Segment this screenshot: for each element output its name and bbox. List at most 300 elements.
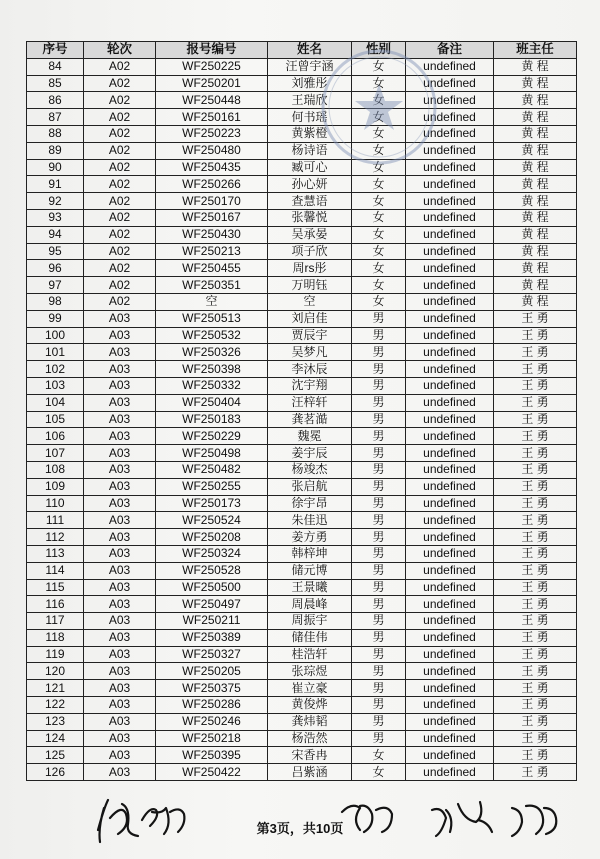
cell-registration-number: WF250497 [156,596,268,613]
page-total: 10 [315,821,331,836]
cell-registration-number: WF250229 [156,428,268,445]
cell-head-teacher: 王 勇 [494,428,577,445]
cell-name: 杨竣杰 [268,461,352,478]
table-row [27,193,577,210]
cell-registration-number: WF250389 [156,629,268,646]
table-row [27,529,577,546]
cell-serial: 111 [27,512,84,529]
cell-serial: 102 [27,361,84,378]
cell-remark: undefined [406,92,494,109]
cell-round: A03 [84,596,156,613]
cell-registration-number: WF250167 [156,209,268,226]
cell-gender: 女 [352,75,406,92]
cell-registration-number: WF250395 [156,747,268,764]
cell-name: 王瑞欣 [268,92,352,109]
cell-remark: undefined [406,512,494,529]
cell-head-teacher: 王 勇 [494,310,577,327]
cell-serial: 118 [27,629,84,646]
cell-name: 朱佳迅 [268,512,352,529]
cell-remark: undefined [406,596,494,613]
cell-registration-number: WF250205 [156,663,268,680]
header-round: 轮次 [84,42,156,59]
table-body [27,58,577,780]
cell-registration-number: WF250223 [156,125,268,142]
cell-gender: 女 [352,125,406,142]
cell-remark: undefined [406,260,494,277]
cell-remark: undefined [406,747,494,764]
cell-registration-number: WF250480 [156,142,268,159]
cell-remark: undefined [406,226,494,243]
cell-serial: 104 [27,394,84,411]
cell-gender: 男 [352,529,406,546]
cell-registration-number: WF250500 [156,579,268,596]
cell-gender: 女 [352,293,406,310]
cell-registration-number: WF250326 [156,344,268,361]
table-header-row [27,42,577,59]
cell-serial: 106 [27,428,84,445]
cell-serial: 119 [27,646,84,663]
cell-remark: undefined [406,75,494,92]
cell-gender: 男 [352,629,406,646]
cell-remark: undefined [406,428,494,445]
cell-head-teacher: 王 勇 [494,646,577,663]
cell-gender: 男 [352,411,406,428]
cell-registration-number: WF250173 [156,495,268,512]
header-head-teacher: 班主任 [494,42,577,59]
cell-gender: 女 [352,176,406,193]
cell-head-teacher: 王 勇 [494,596,577,613]
cell-serial: 124 [27,730,84,747]
cell-head-teacher: 王 勇 [494,461,577,478]
cell-round: A03 [84,764,156,781]
cell-remark: undefined [406,445,494,462]
cell-name: 刘雅彤 [268,75,352,92]
cell-registration-number: WF250286 [156,697,268,714]
cell-registration-number: WF250435 [156,159,268,176]
table-row [27,344,577,361]
cell-remark: undefined [406,176,494,193]
cell-round: A03 [84,730,156,747]
page-prefix: 第 [256,821,270,836]
table-row [27,310,577,327]
cell-gender: 女 [352,260,406,277]
cell-name: 龚茗澔 [268,411,352,428]
table-row [27,730,577,747]
cell-serial: 100 [27,327,84,344]
cell-head-teacher: 王 勇 [494,730,577,747]
cell-gender: 男 [352,428,406,445]
cell-name: 汪曾宇涵 [268,58,352,75]
cell-head-teacher: 王 勇 [494,713,577,730]
cell-remark: undefined [406,310,494,327]
cell-registration-number: WF250455 [156,260,268,277]
cell-gender: 男 [352,663,406,680]
cell-remark: undefined [406,680,494,697]
table-row [27,92,577,109]
cell-name: 韩梓坤 [268,545,352,562]
table-row [27,293,577,310]
cell-round: A03 [84,495,156,512]
cell-remark: undefined [406,529,494,546]
cell-remark: undefined [406,361,494,378]
cell-serial: 86 [27,92,84,109]
cell-head-teacher: 黄 程 [494,92,577,109]
cell-head-teacher: 王 勇 [494,747,577,764]
cell-round: A02 [84,243,156,260]
cell-round: A02 [84,125,156,142]
header-remark: 备注 [406,42,494,59]
cell-head-teacher: 黄 程 [494,109,577,126]
cell-round: A02 [84,260,156,277]
cell-registration-number: WF250183 [156,411,268,428]
cell-round: A02 [84,293,156,310]
table-row [27,747,577,764]
page-mid: 页，共 [276,821,316,836]
cell-name: 吴梦凡 [268,344,352,361]
cell-round: A03 [84,310,156,327]
cell-gender: 男 [352,713,406,730]
cell-head-teacher: 黄 程 [494,277,577,294]
cell-round: A03 [84,344,156,361]
cell-name: 姜宇辰 [268,445,352,462]
cell-name: 王景曦 [268,579,352,596]
cell-name: 李沐辰 [268,361,352,378]
table-row [27,579,577,596]
cell-remark: undefined [406,377,494,394]
cell-gender: 女 [352,226,406,243]
cell-serial: 108 [27,461,84,478]
table-row [27,361,577,378]
cell-round: A03 [84,663,156,680]
cell-round: A02 [84,109,156,126]
cell-remark: undefined [406,109,494,126]
table-row [27,109,577,126]
cell-round: A03 [84,629,156,646]
cell-serial: 113 [27,545,84,562]
cell-gender: 男 [352,310,406,327]
table-row [27,596,577,613]
cell-remark: undefined [406,159,494,176]
table-row [27,411,577,428]
cell-remark: undefined [406,646,494,663]
cell-remark: undefined [406,209,494,226]
header-serial: 序号 [27,42,84,59]
cell-remark: undefined [406,125,494,142]
cell-gender: 女 [352,277,406,294]
cell-gender: 女 [352,764,406,781]
cell-round: A03 [84,327,156,344]
cell-serial: 107 [27,445,84,462]
cell-serial: 126 [27,764,84,781]
cell-round: A03 [84,697,156,714]
cell-remark: undefined [406,277,494,294]
cell-name: 周rs彤 [268,260,352,277]
table-row [27,226,577,243]
cell-registration-number: WF250375 [156,680,268,697]
cell-round: A03 [84,377,156,394]
cell-gender: 男 [352,697,406,714]
table-row [27,613,577,630]
cell-name: 桂浩轩 [268,646,352,663]
cell-name: 黄紫橙 [268,125,352,142]
cell-registration-number: WF250528 [156,562,268,579]
cell-head-teacher: 黄 程 [494,193,577,210]
cell-head-teacher: 黄 程 [494,159,577,176]
cell-gender: 男 [352,327,406,344]
cell-name: 张启航 [268,478,352,495]
cell-round: A02 [84,176,156,193]
cell-head-teacher: 黄 程 [494,243,577,260]
cell-name: 吴承晏 [268,226,352,243]
cell-round: A03 [84,361,156,378]
cell-gender: 男 [352,562,406,579]
cell-remark: undefined [406,697,494,714]
cell-registration-number: WF250246 [156,713,268,730]
cell-remark: undefined [406,293,494,310]
table-row [27,697,577,714]
cell-head-teacher: 王 勇 [494,361,577,378]
roster-table [26,41,577,781]
cell-round: A02 [84,142,156,159]
cell-name: 贾辰宇 [268,327,352,344]
cell-round: A03 [84,545,156,562]
cell-gender: 男 [352,646,406,663]
cell-remark: undefined [406,394,494,411]
cell-serial: 94 [27,226,84,243]
table-row [27,428,577,445]
page-footer [0,818,600,837]
table-row [27,512,577,529]
cell-head-teacher: 黄 程 [494,125,577,142]
cell-serial: 122 [27,697,84,714]
cell-remark: undefined [406,613,494,630]
cell-head-teacher: 黄 程 [494,176,577,193]
cell-registration-number: WF250218 [156,730,268,747]
table-row [27,243,577,260]
cell-head-teacher: 王 勇 [494,327,577,344]
cell-registration-number: WF250170 [156,193,268,210]
cell-remark: undefined [406,243,494,260]
cell-registration-number: WF250498 [156,445,268,462]
cell-name: 徐宇昂 [268,495,352,512]
cell-serial: 117 [27,613,84,630]
cell-registration-number: WF250255 [156,478,268,495]
cell-serial: 88 [27,125,84,142]
cell-round: A02 [84,92,156,109]
cell-name: 储元博 [268,562,352,579]
cell-remark: undefined [406,629,494,646]
cell-name: 宋香冉 [268,747,352,764]
cell-gender: 女 [352,209,406,226]
cell-remark: undefined [406,411,494,428]
table-row [27,713,577,730]
cell-gender: 男 [352,445,406,462]
cell-registration-number: WF250327 [156,646,268,663]
cell-registration-number: WF250225 [156,58,268,75]
cell-gender: 男 [352,361,406,378]
cell-name: 刘启佳 [268,310,352,327]
cell-serial: 89 [27,142,84,159]
cell-round: A03 [84,411,156,428]
cell-head-teacher: 王 勇 [494,478,577,495]
cell-name: 汪梓轩 [268,394,352,411]
cell-name: 吕紫涵 [268,764,352,781]
table-row [27,277,577,294]
cell-head-teacher: 黄 程 [494,142,577,159]
cell-serial: 98 [27,293,84,310]
cell-head-teacher: 王 勇 [494,529,577,546]
cell-gender: 男 [352,394,406,411]
table-row [27,646,577,663]
cell-head-teacher: 王 勇 [494,680,577,697]
cell-name: 查慧语 [268,193,352,210]
cell-head-teacher: 王 勇 [494,579,577,596]
cell-remark: undefined [406,579,494,596]
cell-serial: 105 [27,411,84,428]
cell-name: 周振宇 [268,613,352,630]
cell-registration-number: WF250213 [156,243,268,260]
cell-name: 杨诗语 [268,142,352,159]
table-row [27,680,577,697]
table-row [27,58,577,75]
cell-name: 黄俊烨 [268,697,352,714]
cell-serial: 109 [27,478,84,495]
cell-gender: 男 [352,730,406,747]
cell-round: A02 [84,58,156,75]
cell-remark: undefined [406,562,494,579]
cell-remark: undefined [406,344,494,361]
cell-gender: 男 [352,377,406,394]
cell-round: A03 [84,680,156,697]
cell-serial: 112 [27,529,84,546]
cell-name: 周晨峰 [268,596,352,613]
cell-serial: 101 [27,344,84,361]
cell-name: 崔立豪 [268,680,352,697]
cell-registration-number: WF250332 [156,377,268,394]
cell-serial: 120 [27,663,84,680]
cell-gender: 女 [352,159,406,176]
cell-head-teacher: 王 勇 [494,562,577,579]
cell-head-teacher: 黄 程 [494,58,577,75]
header-name: 姓名 [268,42,352,59]
cell-head-teacher: 王 勇 [494,411,577,428]
table-row [27,327,577,344]
cell-serial: 96 [27,260,84,277]
cell-registration-number: WF250482 [156,461,268,478]
page-suffix: 页 [330,821,344,836]
cell-round: A02 [84,159,156,176]
cell-remark: undefined [406,142,494,159]
cell-round: A02 [84,226,156,243]
cell-head-teacher: 王 勇 [494,545,577,562]
cell-serial: 97 [27,277,84,294]
cell-registration-number: WF250208 [156,529,268,546]
cell-gender: 女 [352,747,406,764]
cell-remark: undefined [406,58,494,75]
cell-head-teacher: 王 勇 [494,377,577,394]
cell-name: 龚炜韬 [268,713,352,730]
cell-registration-number: WF250266 [156,176,268,193]
cell-remark: undefined [406,327,494,344]
cell-remark: undefined [406,730,494,747]
table-row [27,461,577,478]
cell-remark: undefined [406,461,494,478]
table-row [27,663,577,680]
cell-round: A02 [84,75,156,92]
cell-round: A03 [84,713,156,730]
cell-gender: 男 [352,579,406,596]
cell-head-teacher: 王 勇 [494,629,577,646]
cell-gender: 男 [352,596,406,613]
cell-round: A03 [84,394,156,411]
cell-name: 姜方勇 [268,529,352,546]
cell-head-teacher: 王 勇 [494,495,577,512]
cell-round: A03 [84,646,156,663]
cell-serial: 116 [27,596,84,613]
cell-round: A02 [84,277,156,294]
cell-name: 沈宇翔 [268,377,352,394]
cell-head-teacher: 王 勇 [494,394,577,411]
cell-head-teacher: 黄 程 [494,226,577,243]
cell-name: 项子欣 [268,243,352,260]
table-row [27,478,577,495]
cell-round: A03 [84,747,156,764]
cell-serial: 90 [27,159,84,176]
cell-head-teacher: 王 勇 [494,613,577,630]
cell-name: 万明钰 [268,277,352,294]
cell-round: A02 [84,193,156,210]
table-row [27,159,577,176]
table-row [27,545,577,562]
table-row [27,75,577,92]
cell-registration-number: WF250430 [156,226,268,243]
cell-registration-number: WF250351 [156,277,268,294]
cell-registration-number: WF250448 [156,92,268,109]
cell-gender: 男 [352,495,406,512]
cell-registration-number: WF250532 [156,327,268,344]
cell-registration-number: WF250524 [156,512,268,529]
table-row [27,445,577,462]
cell-head-teacher: 王 勇 [494,764,577,781]
cell-registration-number: WF250324 [156,545,268,562]
cell-gender: 女 [352,193,406,210]
cell-serial: 99 [27,310,84,327]
cell-gender: 女 [352,92,406,109]
cell-round: A03 [84,613,156,630]
cell-serial: 92 [27,193,84,210]
table-row [27,562,577,579]
cell-head-teacher: 黄 程 [494,209,577,226]
cell-round: A03 [84,562,156,579]
cell-registration-number: 空 [156,293,268,310]
cell-remark: undefined [406,495,494,512]
cell-head-teacher: 黄 程 [494,260,577,277]
cell-serial: 85 [27,75,84,92]
cell-remark: undefined [406,663,494,680]
cell-head-teacher: 王 勇 [494,445,577,462]
table-row [27,377,577,394]
cell-name: 张馨悦 [268,209,352,226]
table-row [27,209,577,226]
cell-gender: 女 [352,142,406,159]
cell-head-teacher: 王 勇 [494,663,577,680]
cell-serial: 93 [27,209,84,226]
cell-remark: undefined [406,193,494,210]
cell-serial: 103 [27,377,84,394]
cell-round: A03 [84,579,156,596]
cell-remark: undefined [406,478,494,495]
cell-name: 魏冕 [268,428,352,445]
